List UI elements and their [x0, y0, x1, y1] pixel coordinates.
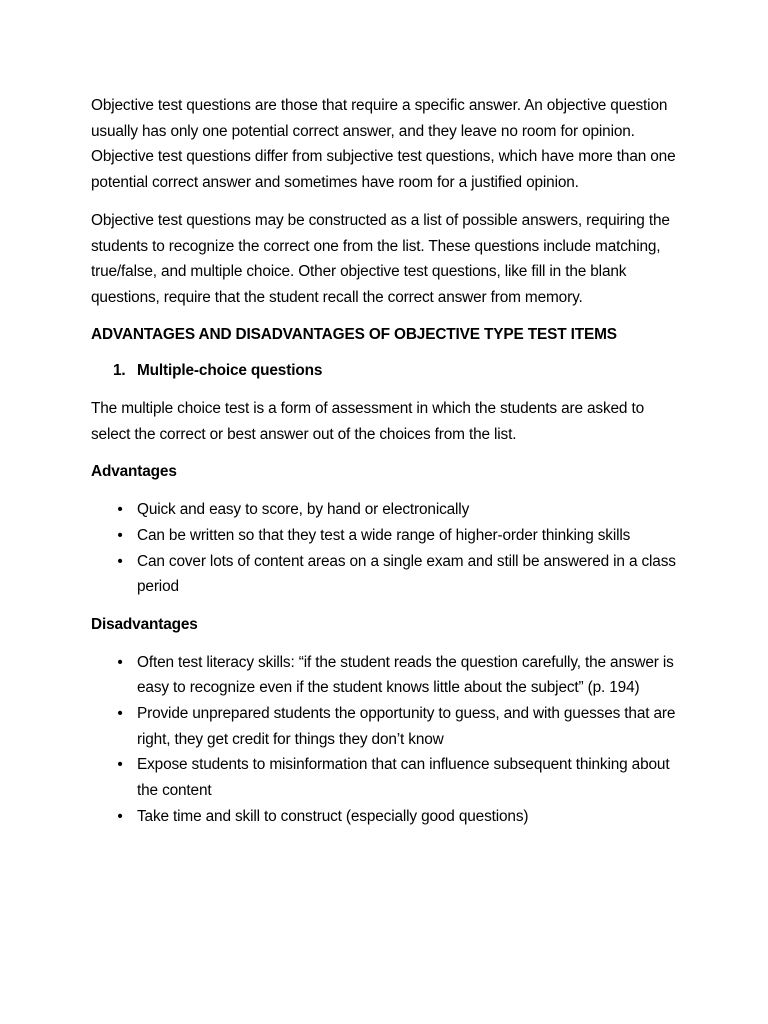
list-item	[91, 752, 679, 803]
disadvantage-text: Provide unprepared students the opportunity to guess, and with guesses that are right, they get credit for things they don’t know	[137, 705, 676, 748]
numbered-list	[91, 358, 679, 384]
list-item	[91, 549, 679, 600]
disadvantages-heading: Disadvantages	[91, 615, 198, 633]
list-item	[91, 523, 679, 549]
advantage-text: Quick and easy to score, by hand or electronically	[137, 501, 470, 519]
bullet-icon: •	[117, 526, 123, 544]
types-paragraph: Objective test questions may be constructed as a list of possible answers, requiring the students to recognize the correct one from the list. These questions include matching, true/false, and multiple choice. Other objective test questions, like fill in the blank questions, require that the student recall the correct answer from memory.	[91, 211, 670, 306]
section-heading: ADVANTAGES AND DISADVANTAGES OF OBJECTIVE TYPE TEST ITEMS	[91, 325, 617, 343]
intro-paragraph: Objective test questions are those that require a specific answer. An objective question usually has only one potential correct answer, and they leave no room for opinion. Objective test questions differ from subjective test questions, which have more than one potential correct answer and sometimes have room for a justified opinion.	[91, 97, 676, 192]
disadvantage-text: Take time and skill to construct (especially good questions)	[137, 807, 529, 825]
advantages-list	[91, 497, 679, 600]
disadvantages-list	[91, 650, 679, 830]
bullet-icon: •	[117, 705, 123, 723]
bullet-icon: •	[117, 552, 123, 570]
bullet-icon: •	[117, 501, 123, 519]
bullet-icon: •	[117, 756, 123, 774]
list-item	[91, 701, 679, 752]
bullet-icon: •	[117, 807, 123, 825]
numbered-list-item	[91, 358, 679, 384]
list-item	[91, 650, 679, 701]
list-number: 1.	[113, 362, 126, 380]
document-body	[91, 93, 679, 830]
advantage-text: Can be written so that they test a wide range of higher-order thinking skills	[137, 526, 631, 544]
description-paragraph: The multiple choice test is a form of assessment in which the students are asked to select the correct or best answer out of the choices from the list.	[91, 400, 644, 443]
list-item	[91, 804, 679, 830]
bullet-icon: •	[117, 653, 123, 671]
disadvantage-text: Often test literacy skills: “if the student reads the question carefully, the answer is easy to recognize even if the student knows little about the subject” (p. 194)	[137, 653, 674, 697]
numbered-item-title: Multiple-choice questions	[137, 362, 323, 380]
disadvantage-text: Expose students to misinformation that can influence subsequent thinking about the content	[137, 756, 670, 800]
list-item	[91, 497, 679, 523]
advantages-heading: Advantages	[91, 463, 177, 481]
advantage-text: Can cover lots of content areas on a single exam and still be answered in a class period	[137, 552, 676, 596]
